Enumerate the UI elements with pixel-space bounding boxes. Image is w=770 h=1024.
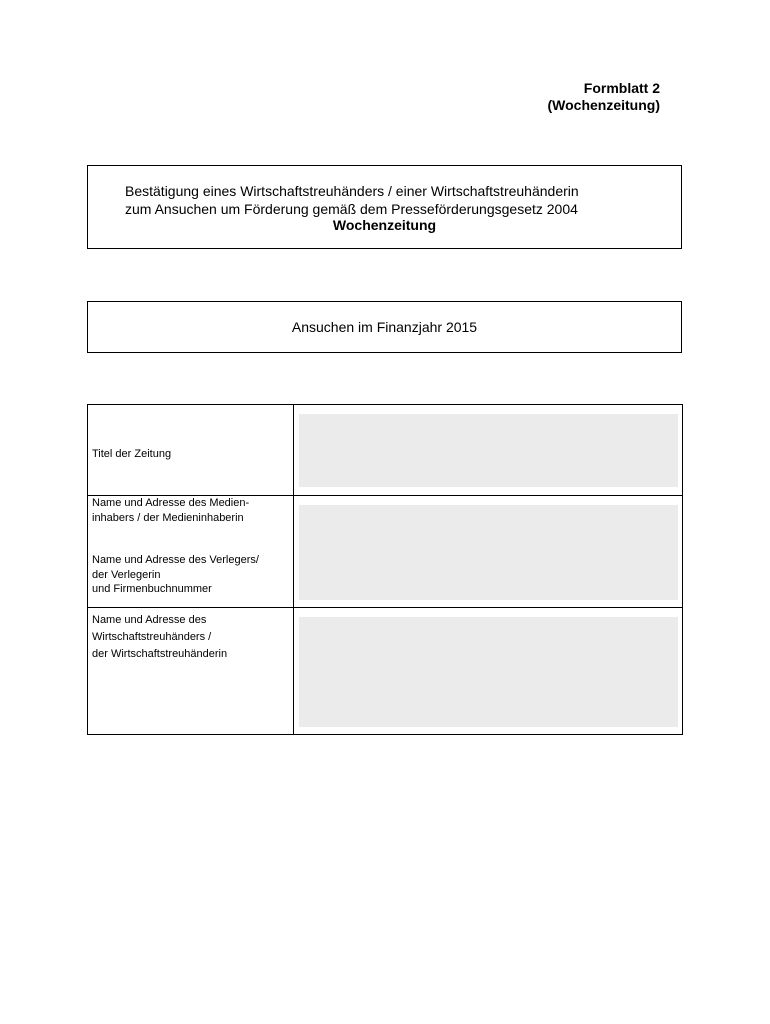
form-label: Formblatt 2 (583, 80, 660, 96)
owner-label-line-1: Name und Adresse des Medien- (92, 497, 250, 509)
publisher-label-line-1: Name und Adresse des Verlegers/ (92, 554, 259, 566)
auditor-label-line-2: Wirtschaftstreuhänders / (92, 631, 212, 643)
form-header (547, 80, 660, 114)
newspaper-title-field[interactable] (299, 414, 678, 487)
newspaper-title-label: Titel der Zeitung (92, 448, 172, 460)
fiscal-year-text: Ansuchen im Finanzjahr 2015 (291, 319, 478, 335)
table-row-owner-publisher (88, 495, 682, 608)
owner-label-line-2: inhabers / der Medieninhaberin (92, 512, 244, 524)
owner-publisher-field[interactable] (299, 505, 678, 600)
table-row-auditor (88, 607, 682, 735)
fiscal-year-box (87, 301, 682, 353)
title-line-2: zum Ansuchen um Förderung gemäß dem Presseförderungsgesetz 2004 (125, 201, 578, 217)
auditor-label-line-3: der Wirtschaftstreuhänderin (92, 648, 228, 660)
publisher-label-line-2: der Verlegerin (92, 569, 161, 581)
title-line-1: Bestätigung eines Wirtschaftstreuhänders / einer Wirtschaftstreuhänderin (125, 183, 579, 199)
label-cell (88, 405, 294, 495)
input-cell (294, 496, 682, 608)
confirmation-title-box (87, 165, 682, 249)
input-cell (294, 405, 682, 495)
publisher-label-line-3: und Firmenbuchnummer (92, 583, 212, 595)
label-cell (88, 496, 294, 608)
auditor-field[interactable] (299, 617, 678, 727)
label-cell (88, 608, 294, 735)
auditor-label-line-1: Name und Adresse des (92, 614, 207, 626)
form-type: (Wochenzeitung) (547, 97, 660, 113)
info-table (87, 404, 683, 735)
title-line-3: Wochenzeitung (332, 217, 437, 233)
input-cell (294, 608, 682, 735)
table-row-newspaper-title (88, 405, 682, 495)
